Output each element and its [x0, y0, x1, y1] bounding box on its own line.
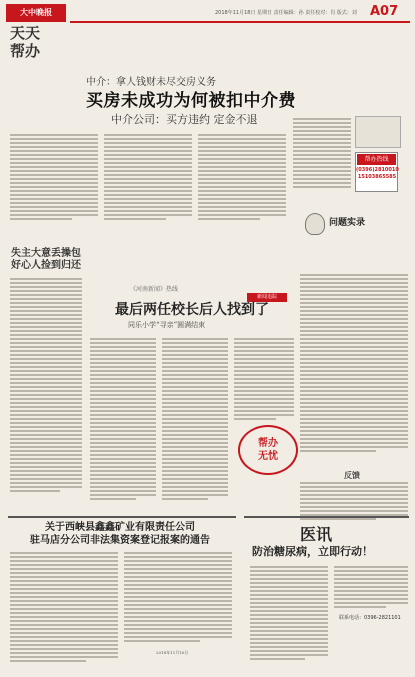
- wenda-title: 问题实录: [329, 218, 366, 228]
- story1-subhead: 中介公司：买方违约 定金不退: [111, 113, 258, 126]
- story1-body-col4: [293, 118, 351, 188]
- photo-placeholder: [355, 116, 401, 148]
- ad2-title: 医讯: [300, 525, 333, 544]
- ad1-date: 2018年11月16日: [156, 650, 189, 655]
- story3-headline: 最后两任校长后人找到了: [115, 302, 269, 318]
- story1-body-col3: [198, 134, 286, 220]
- story1-body-col1: [10, 134, 98, 220]
- story1-headline: 买房未成功为何被扣中介费: [86, 91, 296, 111]
- story2-body: [10, 278, 82, 492]
- story3-body-col2: [162, 338, 228, 500]
- ad2-body-col1: [250, 566, 328, 660]
- feedback-body: [300, 482, 408, 520]
- page-header: [0, 0, 415, 78]
- helper-stamp: [238, 425, 298, 475]
- newspaper-logo: [4, 2, 68, 72]
- header-rule: [70, 21, 410, 23]
- story1-kicker: 中介：拿人钱财未尽交房义务: [86, 77, 216, 88]
- feedback-title: 反馈: [344, 470, 360, 480]
- ad2-rule: [244, 516, 409, 518]
- story3-body-col1: [90, 338, 156, 500]
- ad2-phone: 联系电话：0396-2821101: [339, 615, 401, 621]
- ad1-title: [10, 521, 230, 547]
- logo-masthead: 大中晚报: [6, 4, 66, 22]
- ad1-title-line2: 驻马店分公司非法集资案登记报案的通告: [30, 535, 210, 546]
- right-column-body: [300, 274, 408, 452]
- section-title: [10, 24, 64, 60]
- story1-body-col2: [104, 134, 192, 220]
- header-date-line: 2018年11月18日 星期日 责任编辑：孙 责任校对：肖 版式：刘: [215, 10, 357, 16]
- section-title-line2: 帮办: [10, 42, 41, 60]
- ad1-body-col2: [124, 552, 232, 642]
- page-number: A07: [370, 4, 399, 19]
- hotline-numbers: [356, 167, 398, 181]
- story3-tag: 新闻追踪: [247, 293, 287, 302]
- ad2-subtitle: 防治糖尿病，立即行动！: [252, 545, 373, 558]
- section-title-line1: 天天: [10, 24, 41, 42]
- hotline-title: 帮办热线: [357, 154, 396, 165]
- story3-section-label: 《河南新闻》热线: [130, 286, 179, 293]
- hotline-number-1: (0396)2810010: [356, 167, 399, 173]
- stamp-line1: 帮办: [258, 438, 278, 449]
- ad1-title-line1: 关于西峡县鑫鑫矿业有限责任公司: [45, 522, 195, 533]
- ad2-body-col2: [334, 566, 408, 608]
- story3-body-col3: [234, 338, 294, 420]
- hotline-number-2: 15103865585: [357, 174, 397, 180]
- story2-title: 失主大意丢操包 好心人捡到归还: [11, 248, 81, 271]
- ad1-body-col1: [10, 552, 118, 662]
- story3-subhead: 同乐小学“寻亲”圆满结束: [128, 321, 206, 329]
- person-illustration: [305, 213, 325, 235]
- ad1-rule: [8, 516, 236, 518]
- stamp-line2: 无忧: [258, 451, 278, 462]
